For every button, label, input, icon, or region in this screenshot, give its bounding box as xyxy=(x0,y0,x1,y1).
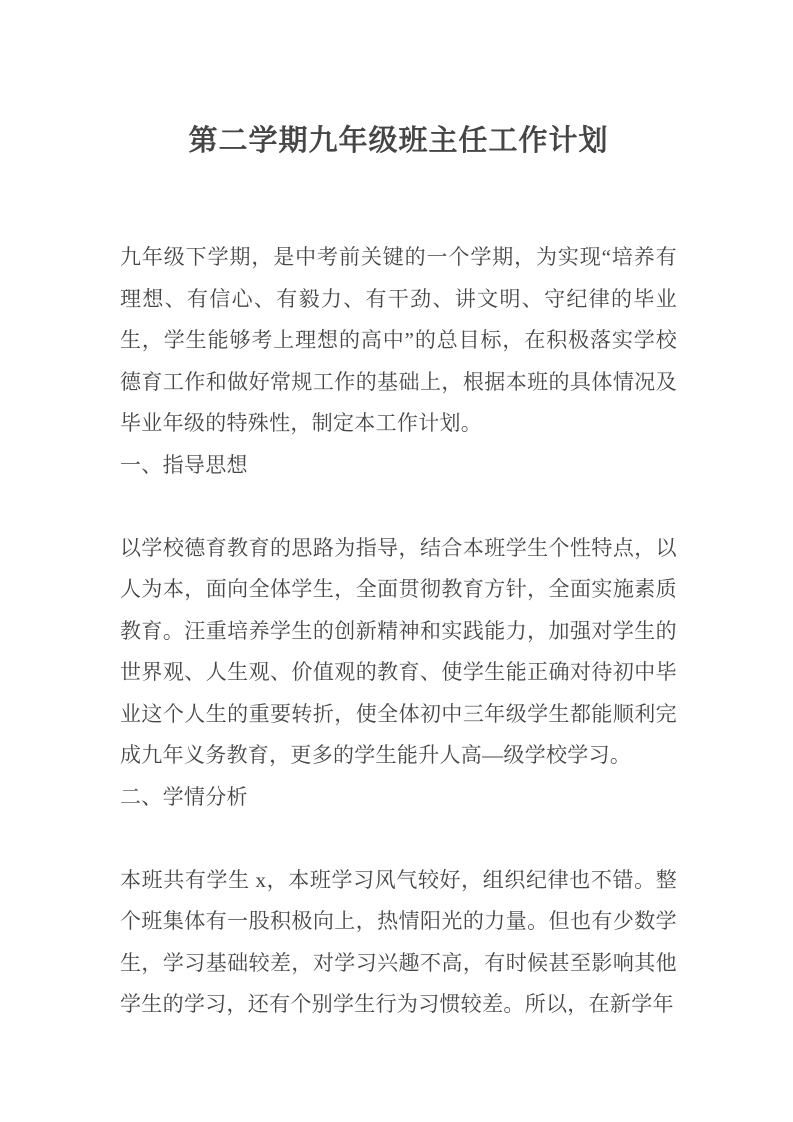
intro-paragraph: 九年级下学期，是中考前关键的一个学期，为实现“培养有理想、有信心、有毅力、有干劲、讲文明、守纪律的毕业生，学生能够考上理想的高中”的总目标，在积极落实学校德育工作和做好常规工作的基础上，根据本班的具体情况及毕业年级的特殊性，制定本工作计划。 xyxy=(120,245,677,435)
section-1-heading: 一、指导思想 xyxy=(120,452,248,477)
blank-line xyxy=(120,818,677,860)
section-1-paragraph: 以学校德育教育的思路为指导，结合本班学生个性特点，以人为本，面向全体学生，全面贯彻教育方针，全面实施素质教育。汪重培养学生的创新精神和实践能力，加强对学生的世界观、人生观、价值观的教育、使学生能正确对待初中毕业这个人生的重要转折，使全体初中三年级学生都能顺利完成九年义务教育，更多的学生能升人高—级学校学习。 xyxy=(120,535,677,767)
document-title: 第二学期九年级班主任工作计划 xyxy=(188,125,609,157)
section-2-paragraph: 本班共有学生 x，本班学习风气较好，组织纪律也不错。整个班集体有一股积极向上，热情阳光的力量。但也有少数学生，学习基础较差，对学习兴趣不高，有时候甚至影响其他学生的学习，还有个别学生行为习惯较差。所以，在新学年 xyxy=(120,867,677,1016)
section-2-heading: 二、学情分析 xyxy=(120,784,248,809)
blank-line xyxy=(120,486,677,528)
